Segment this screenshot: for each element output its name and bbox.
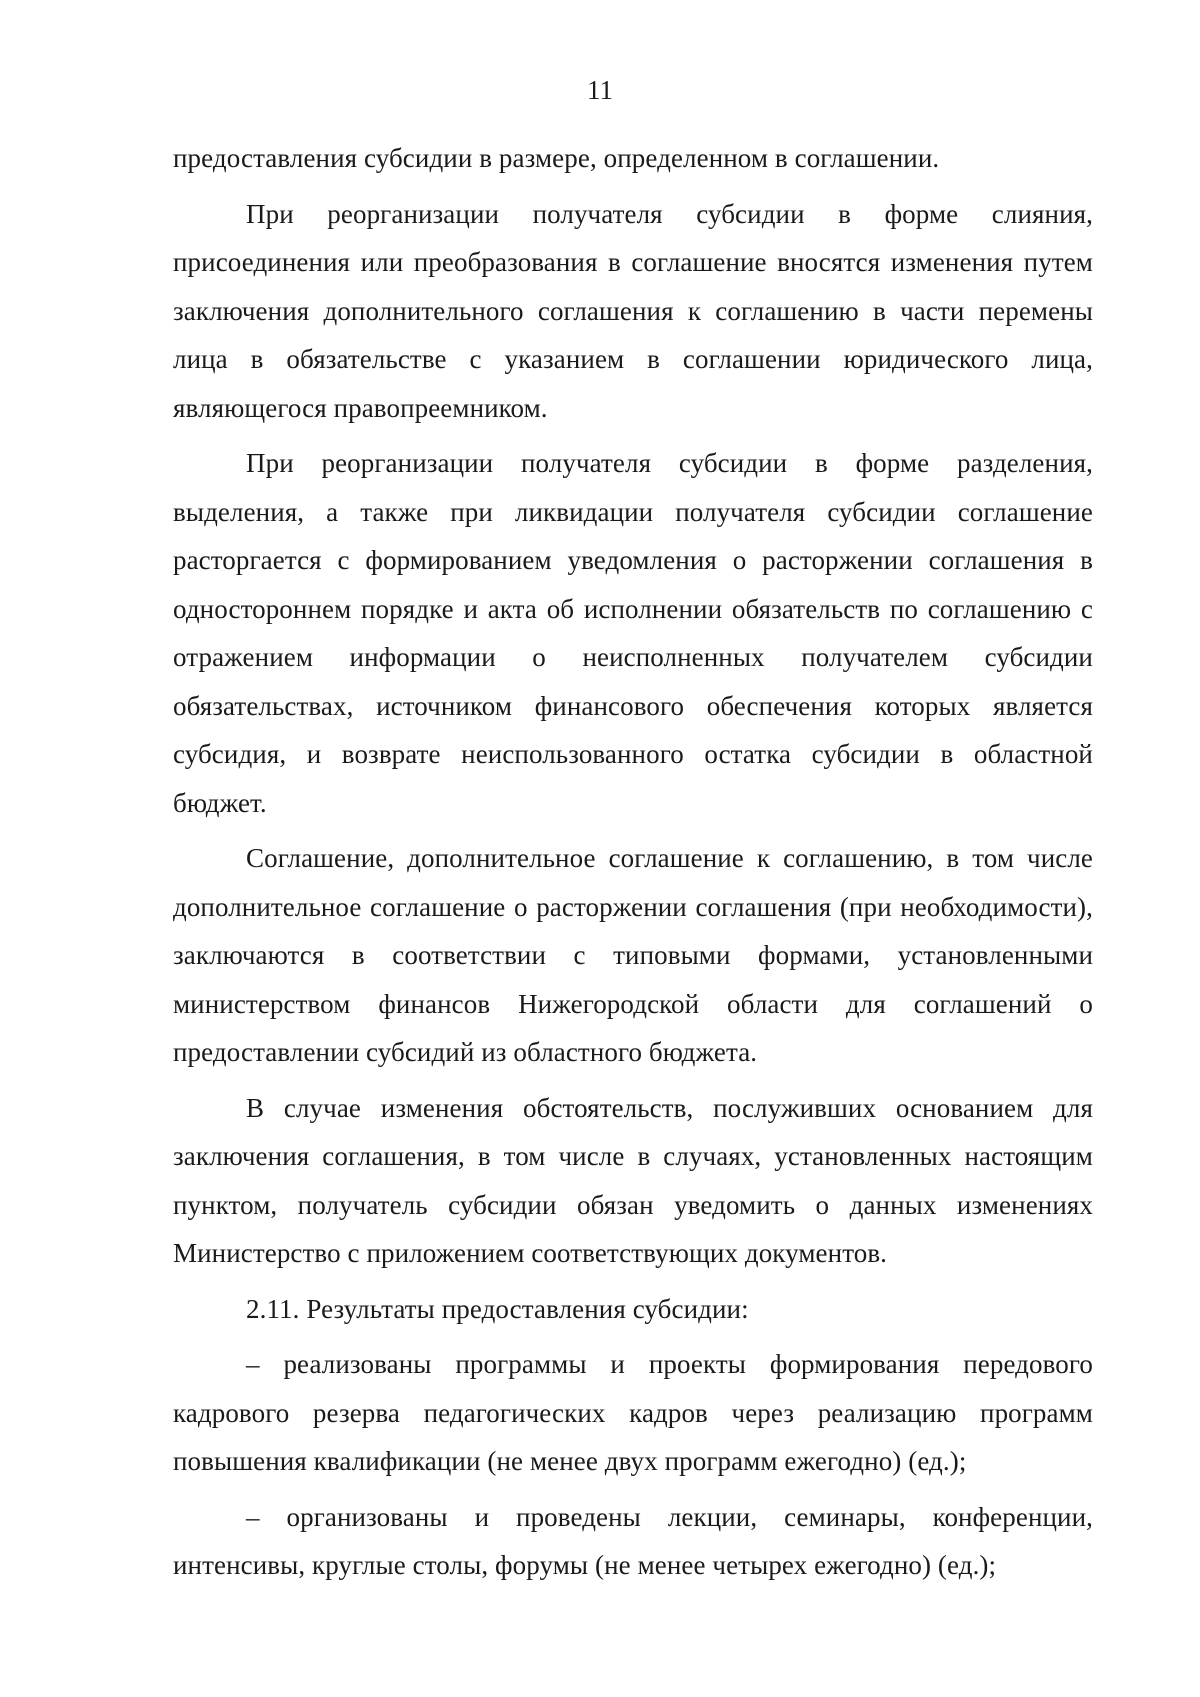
paragraph-change-notice: В случае изменения обстоятельств, послуживших основанием для заключения соглашения, в том числе в случаях, установленных настоящим пунктом, получатель субсидии обязан уведомить о данных изменениях Министерство с приложением соответствующих документов.: [173, 1092, 1093, 1268]
paragraph-continuation: предоставления субсидии в размере, определенном в соглашении.: [173, 143, 940, 173]
list-item-result: – реализованы программы и проекты формирования передового кадрового резерва педагогических кадров через реализацию программ повышения квалификации (не менее двух программ ежегодно) (ед.);: [173, 1349, 1093, 1476]
list-item-result: – организованы и проведены лекции, семинары, конференции, интенсивы, круглые столы, форумы (не менее четырех ежегодно) (ед.);: [173, 1501, 1093, 1580]
paragraph-reorganization-division: При реорганизации получателя субсидии в форме разделения, выделения, а также при ликвидации получателя субсидии соглашение расторгается с формированием уведомления о расторжении соглашения в одностороннем порядке и акта об исполнении обязательств по соглашению с отражением информации о неисполненных получателем субсидии обязательствах, источником финансового обеспечения которых является субсидия, и возврате неиспользованного остатка субсидии в областной бюджет.: [173, 448, 1093, 818]
document-body: [173, 134, 1093, 1597]
paragraph-reorganization-merger: При реорганизации получателя субсидии в форме слияния, присоединения или преобразования в соглашение вносятся изменения путем заключения дополнительного соглашения к соглашению в части перемены лица в обязательстве с указанием в соглашении юридического лица, являющегося правопреемником.: [173, 198, 1093, 423]
section-heading-results: 2.11. Результаты предоставления субсидии:: [246, 1293, 749, 1324]
page-number: 11: [587, 75, 613, 105]
paragraph-standard-forms: Соглашение, дополнительное соглашение к соглашению, в том числе дополнительное соглашение о расторжении соглашения (при необходимости), заключаются в соответствии с типовыми формами, установленными министерством финансов Нижегородской области для соглашений о предоставлении субсидий из областного бюджета.: [173, 843, 1093, 1067]
